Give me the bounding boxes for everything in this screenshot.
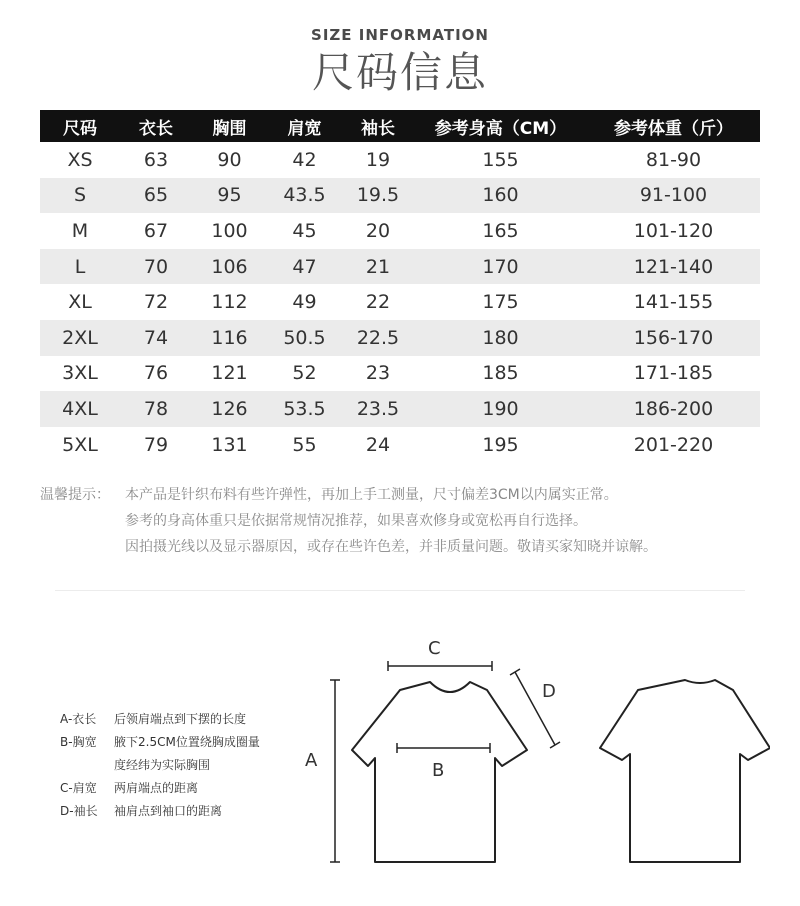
table-cell: 5XL: [62, 433, 98, 456]
table-cell: 52: [292, 362, 317, 385]
table-cell: XS: [67, 148, 93, 171]
legend-key: B-胸宽: [60, 735, 97, 749]
table-row: [40, 213, 760, 249]
note-row: [40, 534, 780, 560]
table-cell: 24: [365, 433, 391, 456]
table-cell: 42: [292, 148, 317, 171]
table-cell: 43.5: [267, 178, 342, 214]
table-cell: 3XL: [62, 362, 98, 385]
table-cell: 112: [211, 291, 248, 314]
table-cell: 19: [365, 148, 391, 171]
table-row: [40, 249, 760, 285]
table-cell: 101-120: [633, 219, 714, 242]
divider: [55, 590, 745, 591]
table-cell: 23: [365, 362, 391, 385]
note-row: [40, 482, 780, 508]
table-cell: 53.5: [267, 391, 342, 427]
legend-item: [60, 731, 260, 754]
table-cell: 100: [211, 219, 248, 242]
legend-key: D-袖长: [60, 804, 98, 818]
table-cell: 76: [143, 362, 169, 385]
table-cell: 171-185: [633, 362, 714, 385]
table-row: [40, 284, 760, 320]
header-shoulder: 肩宽: [267, 110, 342, 142]
header-chest: 胸围: [192, 110, 267, 142]
table-cell: L: [40, 249, 120, 285]
header-length: 衣长: [120, 110, 192, 142]
table-cell: XL: [68, 291, 92, 314]
table-cell: 47: [267, 249, 342, 285]
table-cell: 81-90: [645, 148, 702, 171]
table-cell: 156-170: [587, 320, 760, 356]
label-a: A: [305, 750, 318, 771]
table-cell: 170: [414, 249, 587, 285]
table-cell: 190: [414, 391, 587, 427]
size-table: [40, 110, 760, 462]
table-row: [40, 427, 760, 463]
table-cell: 95: [192, 178, 267, 214]
table-cell: 121-140: [587, 249, 760, 285]
legend-key: [60, 754, 114, 777]
table-cell: 175: [482, 291, 519, 314]
table-cell: 90: [217, 148, 242, 171]
notes-label: 温馨提示：: [40, 487, 110, 503]
table-cell: 65: [120, 178, 192, 214]
title-english: SIZE INFORMATION: [311, 26, 489, 44]
label-c: C: [428, 638, 441, 659]
header-height: 参考身高（CM）: [414, 110, 587, 142]
table-cell: 121: [211, 362, 248, 385]
label-b: B: [432, 760, 445, 781]
note-row: [40, 508, 780, 534]
table-cell: M: [71, 219, 89, 242]
table-cell: 186-200: [587, 391, 760, 427]
table-cell: 50.5: [267, 320, 342, 356]
legend-desc: 袖肩点到袖口的距离: [114, 804, 223, 818]
legend-item: [60, 708, 260, 731]
table-cell: 116: [192, 320, 267, 356]
table-cell: 19.5: [342, 178, 414, 214]
notes: [40, 482, 780, 560]
table-cell: 141-155: [633, 291, 714, 314]
table-cell: 63: [143, 148, 169, 171]
table-cell: 22.5: [342, 320, 414, 356]
legend-item: [60, 754, 260, 777]
table-cell: 160: [414, 178, 587, 214]
tshirt-back-outline: [600, 680, 770, 862]
table-body: [40, 142, 760, 462]
note-line: 参考的身高体重只是依据常规情况推荐，如果喜欢修身或宽松再自行选择。: [125, 513, 587, 529]
note-line: 因拍摄光线以及显示器原因，或存在些许色差，并非质量问题。敬请买家知晓并谅解。: [125, 539, 657, 555]
table-cell: 21: [342, 249, 414, 285]
note-line: 本产品是针织布料有些许弹性，再加上手工测量，尺寸偏差3CM以内属实正常。: [125, 487, 618, 503]
table-cell: 55: [292, 433, 317, 456]
label-d: D: [542, 681, 556, 702]
table-cell: 165: [482, 219, 519, 242]
legend-desc: 两肩端点的距离: [114, 781, 199, 795]
table-cell: 20: [365, 219, 391, 242]
table-cell: 79: [143, 433, 169, 456]
table-cell: 78: [120, 391, 192, 427]
table-cell: 126: [192, 391, 267, 427]
legend-key: C-肩宽: [60, 781, 97, 795]
header-weight: 参考体重（斤）: [587, 110, 760, 142]
table-cell: 72: [143, 291, 169, 314]
table-cell: 45: [292, 219, 317, 242]
legend-item: [60, 777, 260, 800]
header-sleeve: 袖长: [342, 110, 414, 142]
table-header-row: [40, 110, 760, 142]
table-cell: 185: [482, 362, 519, 385]
table-row: [40, 356, 760, 392]
table-row: [40, 142, 760, 178]
measurement-legend: [60, 708, 260, 823]
table-cell: 22: [365, 291, 391, 314]
table-cell: 4XL: [40, 391, 120, 427]
table-cell: 67: [143, 219, 169, 242]
legend-item: [60, 800, 260, 823]
tshirt-diagram: [290, 630, 770, 880]
table-cell: 74: [120, 320, 192, 356]
table-row: [40, 320, 760, 356]
legend-desc: 腋下2.5CM位置绕胸成圈量: [114, 735, 260, 749]
title-chinese: 尺码信息: [311, 48, 488, 97]
legend-desc: 度经纬为实际胸围: [114, 758, 211, 772]
header-size: 尺码: [40, 110, 120, 142]
table-cell: 49: [292, 291, 317, 314]
table-row: [40, 178, 760, 214]
table-cell: 131: [211, 433, 248, 456]
table-cell: 201-220: [633, 433, 714, 456]
table-cell: 106: [192, 249, 267, 285]
legend-desc: 后领肩端点到下摆的长度: [114, 712, 247, 726]
table-cell: 180: [414, 320, 587, 356]
table-cell: 155: [482, 148, 519, 171]
table-cell: S: [40, 178, 120, 214]
table-cell: 23.5: [342, 391, 414, 427]
table-cell: 91-100: [587, 178, 760, 214]
table-cell: 70: [120, 249, 192, 285]
table-row: [40, 391, 760, 427]
table-cell: 2XL: [40, 320, 120, 356]
table-cell: 195: [482, 433, 519, 456]
legend-key: A-衣长: [60, 712, 97, 726]
